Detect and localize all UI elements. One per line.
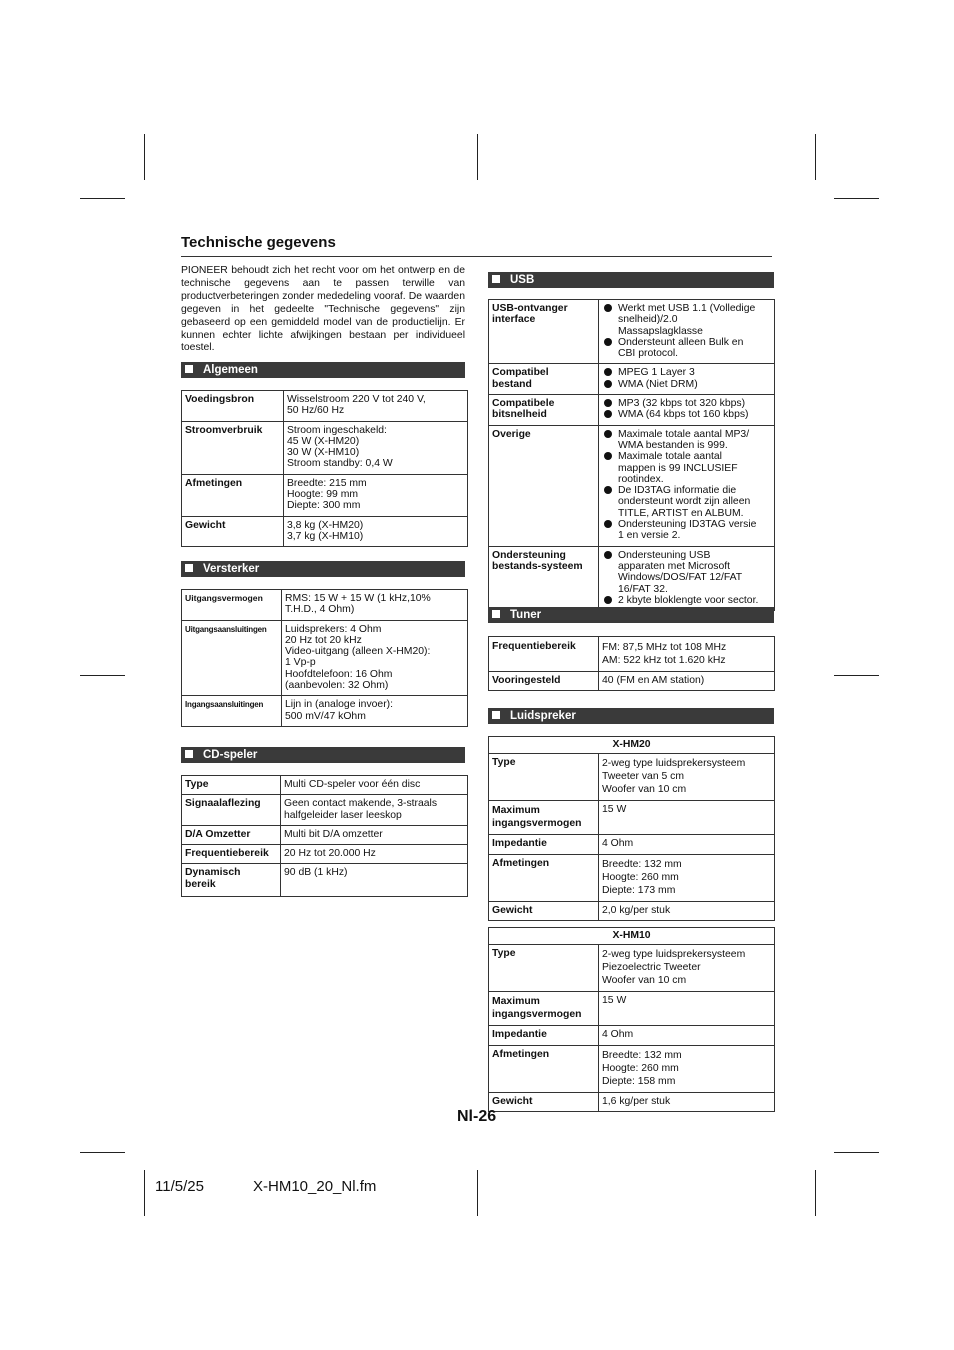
value-line: Luidsprekers: 4 Ohm — [285, 623, 382, 635]
key-line: Type — [492, 757, 516, 769]
value-line: MPEG 1 Layer 3 — [618, 367, 695, 379]
crop-mark — [834, 198, 879, 199]
key-line: ingangsvermogen — [492, 1009, 582, 1021]
crop-mark — [815, 134, 816, 180]
table-row — [489, 945, 775, 992]
value-line: 1,6 kg/per stuk — [602, 1095, 671, 1107]
footer-filename: X-HM10_20_Nl.fm — [253, 1178, 377, 1195]
spec-key — [489, 945, 599, 992]
spec-value — [282, 590, 468, 621]
spec-key — [489, 300, 599, 364]
value-line: 20 Hz tot 20 kHz — [285, 634, 362, 646]
value-line: 2-weg type luidsprekersysteem — [602, 949, 746, 961]
key-line: Signaalaflezing — [185, 798, 261, 810]
table-row — [182, 845, 468, 864]
tuner-table — [488, 636, 775, 691]
crop-mark — [144, 134, 145, 180]
section-title: CD-speler — [203, 749, 258, 761]
square-icon — [185, 365, 193, 373]
table-row — [489, 300, 775, 364]
table-row — [489, 992, 775, 1026]
bullet-item — [602, 550, 771, 595]
spec-key — [489, 901, 599, 920]
value-line: CBI protocol. — [618, 348, 679, 360]
value-line: MP3 (32 kbps tot 320 kbps) — [618, 398, 746, 410]
bullet-item — [602, 485, 771, 519]
section-header-luidspreker — [488, 708, 774, 724]
spec-key: Uitgangsaansluitingen — [182, 620, 282, 696]
spec-key: Uitgangsvermogen — [182, 590, 282, 621]
spec-value — [599, 754, 775, 801]
value-line: Ondersteunt alleen Bulk en — [618, 336, 744, 348]
section-title: Algemeen — [203, 364, 258, 376]
value-line: Piezoelectric Tweeter — [602, 962, 701, 974]
spec-value — [599, 300, 775, 364]
page-title: Technische gegevens — [181, 234, 772, 257]
crop-mark — [477, 1170, 478, 1216]
table-row — [489, 901, 775, 920]
algemeen-table — [181, 390, 468, 547]
spec-value — [599, 672, 775, 691]
table-header-row — [489, 737, 775, 754]
crop-mark — [477, 134, 478, 180]
spec-value — [599, 1092, 775, 1111]
table-row — [182, 864, 468, 897]
crop-mark — [80, 198, 125, 199]
spec-key — [489, 754, 599, 801]
key-line: Type — [185, 779, 209, 790]
bullet-item — [602, 451, 771, 485]
bullet-item — [602, 337, 771, 360]
spec-key: Voedingsbron — [182, 391, 284, 422]
value-line: Hoofdtelefoon: 16 Ohm — [285, 668, 393, 680]
value-line: 3,8 kg (X-HM20) — [287, 519, 364, 531]
value-line: 2-weg type luidsprekersysteem — [602, 758, 746, 770]
table-row — [489, 546, 775, 610]
value-line: Maximale totale aantal MP3/ — [618, 428, 750, 440]
spec-key — [489, 992, 599, 1026]
key-line: bestands-systeem — [492, 560, 583, 572]
spec-key — [489, 1045, 599, 1092]
value-line: 4 Ohm — [602, 838, 634, 850]
section-title: Versterker — [203, 563, 260, 575]
versterker-table — [181, 589, 468, 727]
spec-key: Ingangsaansluitingen — [182, 696, 282, 727]
section-header-algemeen — [181, 362, 465, 378]
spec-key — [489, 395, 599, 426]
spec-value — [282, 696, 468, 727]
spec-value — [281, 845, 468, 864]
bullet-item — [602, 409, 771, 420]
table-row — [489, 1092, 775, 1111]
value-line: Video-uitgang (alleen X-HM20): — [285, 646, 431, 658]
spec-value — [281, 825, 468, 844]
footer-date: 11/5/25 — [155, 1178, 204, 1195]
value-line: 50 Hz/60 Hz — [287, 405, 345, 417]
table-row — [489, 395, 775, 426]
table-row — [182, 795, 468, 826]
value-line: Hoogte: 260 mm — [602, 1062, 679, 1074]
key-line: Frequentiebereik — [185, 848, 269, 860]
spec-key: Afmetingen — [182, 474, 284, 516]
value-line: De ID3TAG informatie die — [618, 485, 737, 497]
value-line: rootindex. — [618, 473, 664, 485]
key-line: Ondersteuning — [492, 549, 566, 561]
bullet-item — [602, 367, 771, 378]
table-row — [182, 776, 468, 795]
value-line: halfgeleider laser leeskop — [284, 809, 402, 821]
value-line: TITLE, ARTIST en ALBUM. — [618, 507, 744, 519]
square-icon — [185, 750, 193, 758]
key-line: Type — [492, 948, 516, 960]
spec-key: Stroomverbruik — [182, 421, 284, 474]
spec-value — [599, 1045, 775, 1092]
section-header-cdspeler — [181, 747, 465, 763]
value-line: Ondersteuning USB — [618, 549, 711, 561]
section-title: Tuner — [510, 609, 542, 621]
table-row — [489, 754, 775, 801]
table-row — [489, 801, 775, 835]
value-line: Massapslagklasse — [618, 325, 703, 337]
table-row — [182, 620, 468, 696]
section-title: Luidspreker — [510, 710, 576, 722]
crop-mark — [834, 675, 879, 676]
value-line: Windows/DOS/FAT 12/FAT — [618, 572, 743, 584]
key-line: Overige — [492, 428, 531, 440]
value-line: 40 (FM en AM station) — [602, 675, 705, 686]
spec-value — [282, 620, 468, 696]
value-line: Woofer van 10 cm — [602, 784, 687, 796]
key-line: Maximum — [492, 996, 540, 1008]
spec-value — [281, 776, 468, 795]
table-row — [489, 364, 775, 395]
spec-key — [489, 854, 599, 901]
table-row — [182, 474, 468, 516]
intro-paragraph: PIONEER behoudt zich het recht voor om het ontwerp en de technische gegevens aan te passen terwille van productverbeteringen zonder mededeling vooraf. De waarden gegeven in het gedeelte "Technische gegevens" zijn gebaseerd op een gemiddeld model van de productielijn. Er kunnen echter lichte afwijkingen bestaan per individueel toestel. — [181, 265, 465, 354]
value-line: Diepte: 173 mm — [602, 884, 676, 896]
spec-key — [489, 1092, 599, 1111]
square-icon — [185, 564, 193, 572]
value-line: Diepte: 300 mm — [287, 500, 361, 512]
spec-value — [281, 864, 468, 897]
key-line: USB-ontvanger — [492, 303, 568, 314]
value-line: 90 dB (1 kHz) — [284, 867, 348, 879]
key-line: Impedantie — [492, 1029, 547, 1041]
table-row — [182, 825, 468, 844]
key-line: Vooringesteld — [492, 675, 561, 686]
spec-key — [182, 845, 281, 864]
square-icon — [492, 275, 500, 283]
value-line: T.H.D., 4 Ohm) — [285, 604, 355, 616]
value-line: 1 Vp-p — [285, 657, 316, 669]
spec-key: Gewicht — [182, 516, 284, 547]
square-icon — [492, 711, 500, 719]
table-row — [182, 696, 468, 727]
spec-value — [599, 637, 775, 672]
bullet-item — [602, 379, 771, 390]
value-line: Breedte: 132 mm — [602, 1049, 682, 1061]
spec-value — [599, 901, 775, 920]
key-line: Gewicht — [492, 1095, 533, 1107]
section-header-usb — [488, 272, 774, 288]
spec-key — [489, 425, 599, 546]
value-line: Wisselstroom 220 V tot 240 V, — [287, 394, 426, 405]
value-line: 500 mV/47 kOhm — [285, 710, 366, 722]
value-line: 3,7 kg (X-HM10) — [287, 530, 364, 542]
value-line: WMA bestanden is 999. — [618, 439, 728, 451]
speaker-table-xhm20 — [488, 736, 775, 921]
key-line: Compatibele — [492, 398, 555, 410]
spec-value — [281, 795, 468, 826]
value-line: Breedte: 132 mm — [602, 858, 682, 870]
spec-value — [599, 854, 775, 901]
spec-key — [489, 546, 599, 610]
value-line: WMA (64 kbps tot 160 kbps) — [618, 409, 749, 421]
spec-value — [284, 421, 468, 474]
cdspeler-table — [181, 775, 468, 897]
value-line: AM: 522 kHz tot 1.620 kHz — [602, 655, 726, 666]
value-line: 20 Hz tot 20.000 Hz — [284, 848, 376, 860]
table-row — [182, 590, 468, 621]
spec-value — [599, 546, 775, 610]
value-line: Stroom standby: 0,4 W — [287, 458, 393, 470]
section-header-tuner — [488, 607, 774, 623]
section-header-versterker — [181, 561, 465, 577]
bullet-item — [602, 519, 771, 542]
value-line: snelheid)/2.0 — [618, 314, 678, 326]
value-line: Diepte: 158 mm — [602, 1075, 676, 1087]
key-line: Dynamisch — [185, 867, 241, 879]
value-line: 15 W — [602, 995, 627, 1007]
table-row — [489, 1045, 775, 1092]
spec-value — [599, 992, 775, 1026]
key-line: Frequentiebereik — [492, 641, 576, 652]
spec-value — [599, 364, 775, 395]
value-line: 30 W (X-HM10) — [287, 447, 360, 459]
spec-key — [182, 795, 281, 826]
spec-key — [182, 864, 281, 897]
spec-key — [182, 825, 281, 844]
table-row — [489, 672, 775, 691]
spec-key — [182, 776, 281, 795]
table-row — [182, 421, 468, 474]
spec-value — [599, 945, 775, 992]
spec-key — [489, 637, 599, 672]
value-line: Tweeter van 5 cm — [602, 771, 685, 783]
spec-key — [489, 835, 599, 854]
table-header-row — [489, 928, 775, 945]
table-row — [489, 425, 775, 546]
key-line: bitsnelheid — [492, 409, 547, 421]
value-line: Hoogte: 260 mm — [602, 871, 679, 883]
value-line: Ondersteuning ID3TAG versie — [618, 519, 757, 531]
spec-key — [489, 672, 599, 691]
value-line: Werkt met USB 1.1 (Volledige — [618, 303, 756, 314]
value-line: Multi bit D/A omzetter — [284, 828, 383, 840]
value-line: RMS: 15 W + 15 W (1 kHz,10% — [285, 593, 431, 604]
value-line: Breedte: 215 mm — [287, 477, 367, 489]
value-line: mappen is 99 INCLUSIEF — [618, 462, 738, 474]
spec-value — [284, 391, 468, 422]
value-line: Lijn in (analoge invoer): — [285, 699, 394, 711]
value-line: 2 kbyte bloklengte voor sector. — [618, 594, 759, 606]
value-line: Geen contact makende, 3-straals — [284, 798, 438, 810]
key-line: Impedantie — [492, 838, 547, 850]
key-line: Maximum — [492, 805, 540, 817]
value-line: 1 en versie 2. — [618, 530, 681, 542]
spec-value — [599, 835, 775, 854]
value-line: 16/FAT 32. — [618, 583, 668, 595]
value-line: 45 W (X-HM20) — [287, 435, 360, 447]
model-header: X-HM10 — [489, 928, 775, 945]
value-line: 4 Ohm — [602, 1029, 634, 1041]
value-line: apparaten met Microsoft — [618, 560, 731, 572]
spec-key — [489, 1026, 599, 1045]
crop-mark — [834, 1152, 879, 1153]
bullet-item — [602, 429, 771, 452]
spec-value — [284, 474, 468, 516]
key-line: Afmetingen — [492, 1048, 550, 1060]
value-line: 2,0 kg/per stuk — [602, 904, 671, 916]
key-line: bereik — [185, 878, 216, 890]
section-title: USB — [510, 274, 535, 286]
page-number: Nl-26 — [457, 1108, 497, 1125]
bullet-item — [602, 398, 771, 409]
table-row — [489, 637, 775, 672]
spec-key — [489, 801, 599, 835]
table-row — [489, 1026, 775, 1045]
crop-mark — [815, 1170, 816, 1216]
crop-mark — [80, 1152, 125, 1153]
spec-value — [599, 425, 775, 546]
value-line: Maximale totale aantal — [618, 451, 722, 463]
table-row — [489, 854, 775, 901]
crop-mark — [144, 1170, 145, 1216]
value-line: Stroom ingeschakeld: — [287, 424, 387, 436]
spec-value — [599, 801, 775, 835]
crop-mark — [80, 675, 125, 676]
key-line: Afmetingen — [492, 857, 550, 869]
spec-value — [599, 1026, 775, 1045]
key-line: D/A Omzetter — [185, 828, 251, 840]
key-line: Compatibel — [492, 367, 549, 379]
value-line: Hoogte: 99 mm — [287, 489, 359, 501]
value-line: FM: 87,5 MHz tot 108 MHz — [602, 642, 727, 653]
speaker-table-xhm10 — [488, 927, 775, 1112]
key-line: interface — [492, 314, 536, 326]
key-line: Gewicht — [492, 904, 533, 916]
table-row — [182, 391, 468, 422]
value-line: ondersteunt wordt zijn alleen — [618, 496, 751, 508]
table-row — [182, 516, 468, 547]
square-icon — [492, 610, 500, 618]
bullet-item — [602, 303, 771, 337]
spec-value — [284, 516, 468, 547]
value-line: Multi CD-speler voor één disc — [284, 779, 421, 790]
value-line: WMA (Niet DRM) — [618, 378, 698, 390]
key-line: bestand — [492, 378, 532, 390]
spec-value — [599, 395, 775, 426]
usb-table — [488, 299, 775, 611]
value-line: 15 W — [602, 804, 627, 816]
key-line: ingangsvermogen — [492, 818, 582, 830]
bullet-item — [602, 595, 771, 606]
value-line: (aanbevolen: 32 Ohm) — [285, 680, 389, 692]
value-line: Woofer van 10 cm — [602, 975, 687, 987]
spec-key — [489, 364, 599, 395]
table-row — [489, 835, 775, 854]
model-header: X-HM20 — [489, 737, 775, 754]
